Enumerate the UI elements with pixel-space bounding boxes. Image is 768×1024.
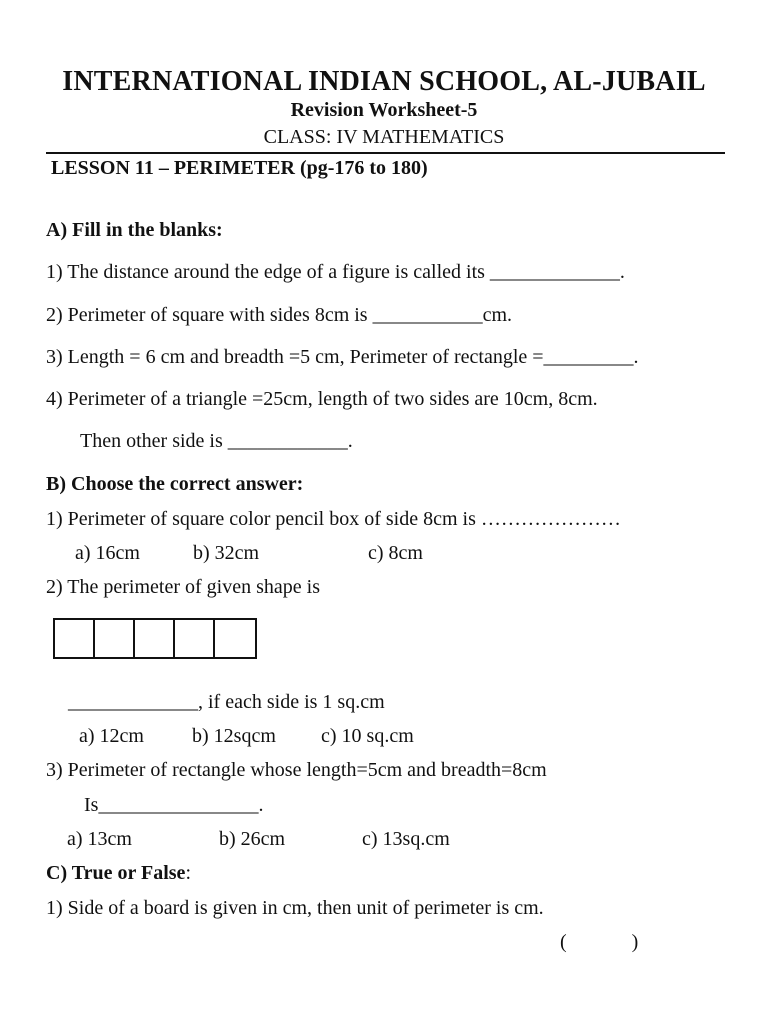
shape-square — [175, 620, 215, 657]
section-b-heading: B) Choose the correct answer: — [46, 473, 304, 495]
section-b-question-3: 3) Perimeter of rectangle whose length=5cm and breadth=8cm — [46, 759, 547, 781]
shape-square — [95, 620, 135, 657]
section-b-question-2: 2) The perimeter of given shape is — [46, 576, 320, 598]
section-b-q3-option-b: b) 26cm — [219, 828, 286, 850]
section-c-question-1: 1) Side of a board is given in cm, then unit of perimeter is cm. — [46, 897, 544, 919]
section-b-q2-option-b: b) 12sqcm — [192, 725, 276, 747]
section-c-heading — [46, 863, 191, 883]
section-c-heading-colon: : — [185, 862, 191, 884]
section-b-q2-option-c: c) 10 sq.cm — [321, 725, 414, 747]
section-a-question-4: 4) Perimeter of a triangle =25cm, length of two sides are 10cm, 8cm. — [46, 388, 598, 410]
section-b-q2-blank: _____________, if each side is 1 sq.cm — [68, 691, 385, 713]
five-square-shape — [53, 618, 257, 659]
shape-square — [135, 620, 175, 657]
section-b-q3-option-a: a) 13cm — [67, 828, 132, 850]
section-b-q1-option-b: b) 32cm — [193, 542, 260, 564]
section-b-q1-option-c: c) 8cm — [368, 542, 423, 564]
section-c-q1-answer-box: ( ) — [560, 931, 639, 953]
shape-square — [55, 620, 95, 657]
shape-square — [215, 620, 255, 657]
section-a-heading: A) Fill in the blanks: — [46, 219, 223, 241]
section-b-question-3-continued: Is________________. — [84, 794, 264, 816]
section-a-question-1: 1) The distance around the edge of a figure is called its _____________. — [46, 261, 625, 283]
section-b-q2-option-a: a) 12cm — [79, 725, 144, 747]
school-name: INTERNATIONAL INDIAN SCHOOL, AL-JUBAIL — [62, 66, 706, 97]
worksheet-title: Revision Worksheet-5 — [290, 99, 478, 121]
section-a-question-2: 2) Perimeter of square with sides 8cm is ___________cm. — [46, 304, 513, 326]
section-b-q1-option-a: a) 16cm — [75, 542, 140, 564]
section-b-q3-option-c: c) 13sq.cm — [362, 828, 450, 850]
header-divider — [46, 152, 725, 154]
class-subject: CLASS: IV MATHEMATICS — [263, 126, 505, 148]
lesson-title: LESSON 11 – PERIMETER (pg-176 to 180) — [51, 157, 428, 179]
section-b-question-1: 1) Perimeter of square color pencil box of side 8cm is ………………… — [46, 508, 621, 530]
section-a-question-3: 3) Length = 6 cm and breadth =5 cm, Perimeter of rectangle =_________. — [46, 346, 639, 368]
section-a-question-4-continued: Then other side is ____________. — [80, 430, 353, 452]
section-c-heading-label: C) True or False — [46, 862, 186, 884]
